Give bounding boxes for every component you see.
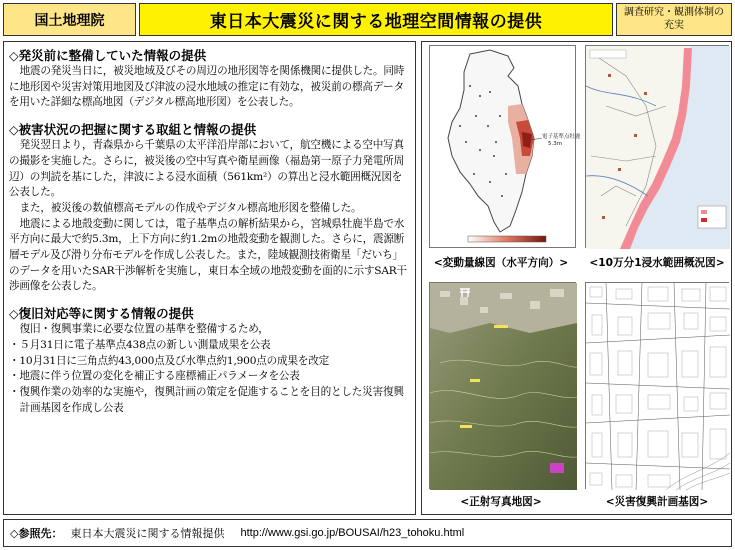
list-item: ・10月31日に三角点約43,000点及び水準点約1,900点の成果を改定 <box>9 354 330 367</box>
caption-ortho-photo: <正射写真地図> <box>460 496 542 508</box>
figure-panel <box>421 41 732 515</box>
text-panel <box>3 41 416 515</box>
list-item: ・５月31日に電子基準点438点の新しい測量成果を公表 <box>9 338 271 351</box>
inundation-map <box>585 45 729 248</box>
caption-displacement-map: <変動量線図（水平方向）> <box>433 257 569 269</box>
paragraph: また，被災後の数値標高モデルの作成やデジタル標高地形図を整備した。 <box>19 201 362 214</box>
reconstruction-base-graphic <box>586 283 730 490</box>
reference-footer <box>3 519 732 547</box>
caption-inundation-map: <10万分1浸水範囲概況図> <box>589 257 725 269</box>
section-heading-recovery: ◇復旧対応等に関する情報の提供 <box>9 306 194 322</box>
list-item: ・復興作業の効率的な実施や，復興計画の策定を促進することを目的とした災害復興計画基図を作成し公表 <box>9 385 404 414</box>
paragraph: 地震による地殻変動に関しては，電子基準点の解析結果から，宮城県牡鹿半島で水平方向に最大で約5.3m，上下方向に約1.2mの地殻変動を観測した。さらに，震源断層モデル及び滑り分布モデルを作成し公表した。また，陸域観測技術衛星「だいち」のデータを用いたSAR干渉解析を実施し，東日本全域の地殻変動を面的に示すSAR干渉画像を公表した。 <box>9 217 407 293</box>
reference-label: ◇参照先： <box>10 527 63 540</box>
list-item: ・地震に伴う位置の変化を補正する座標補正パラメータを公表 <box>9 370 300 383</box>
displacement-map <box>429 45 581 248</box>
category-label: 調査研究・観測体制の充実 <box>616 3 732 36</box>
reference-link[interactable]: http://www.gsi.go.jp/BOUSAI/h23_tohoku.html <box>240 527 465 539</box>
page-title: 東日本大震災に関する地理空間情報の提供 <box>139 3 613 36</box>
station-value: 5.3m <box>548 141 563 147</box>
paragraph: 地震の発災当日に，被災地域及びその周辺の地形図等を関係機関に提供した。同時に地形図や災害対策用地図及び津波の浸水地域の推定に有効な，被災前の標高データを用いた詳細な標高地図（デジタル標高地形図）を公表した。 <box>9 65 405 109</box>
displacement-map-graphic <box>430 46 581 249</box>
ortho-photo-graphic <box>430 283 577 490</box>
paragraph: 復旧・復興事業に必要な位置の基準を整備するため， <box>19 323 269 336</box>
organization-label: 国土地理院 <box>3 3 136 36</box>
reconstruction-base-map <box>585 282 729 489</box>
section-heading-pre-disaster: ◇発災前に整備していた情報の提供 <box>9 48 207 63</box>
station-annotation: 電子基準点牡鹿 <box>542 134 581 140</box>
ortho-photo-map <box>429 282 576 489</box>
section-heading-damage: ◇被害状況の把握に関する取組と情報の提供 <box>9 122 257 138</box>
legend-box <box>698 206 726 228</box>
inundation-map-graphic <box>586 46 730 249</box>
color-scale-bar <box>468 236 546 242</box>
reference-name: 東日本大震災に関する情報提供 <box>70 527 225 540</box>
caption-reconstruction-map: <災害復興計画基図> <box>605 496 709 508</box>
bullet-list <box>9 338 411 417</box>
header <box>0 0 735 38</box>
paragraph: 発災翌日より，青森県から千葉県の太平洋沿岸部において，航空機による空中写真の撮影を実施した。さらに，被災後の空中写真や衛星画像（福島第一原子力発電所周辺）の判読を基にした，津波による浸水面積（561km²）の算出と浸水範囲概況図を公表した。 <box>9 139 404 199</box>
